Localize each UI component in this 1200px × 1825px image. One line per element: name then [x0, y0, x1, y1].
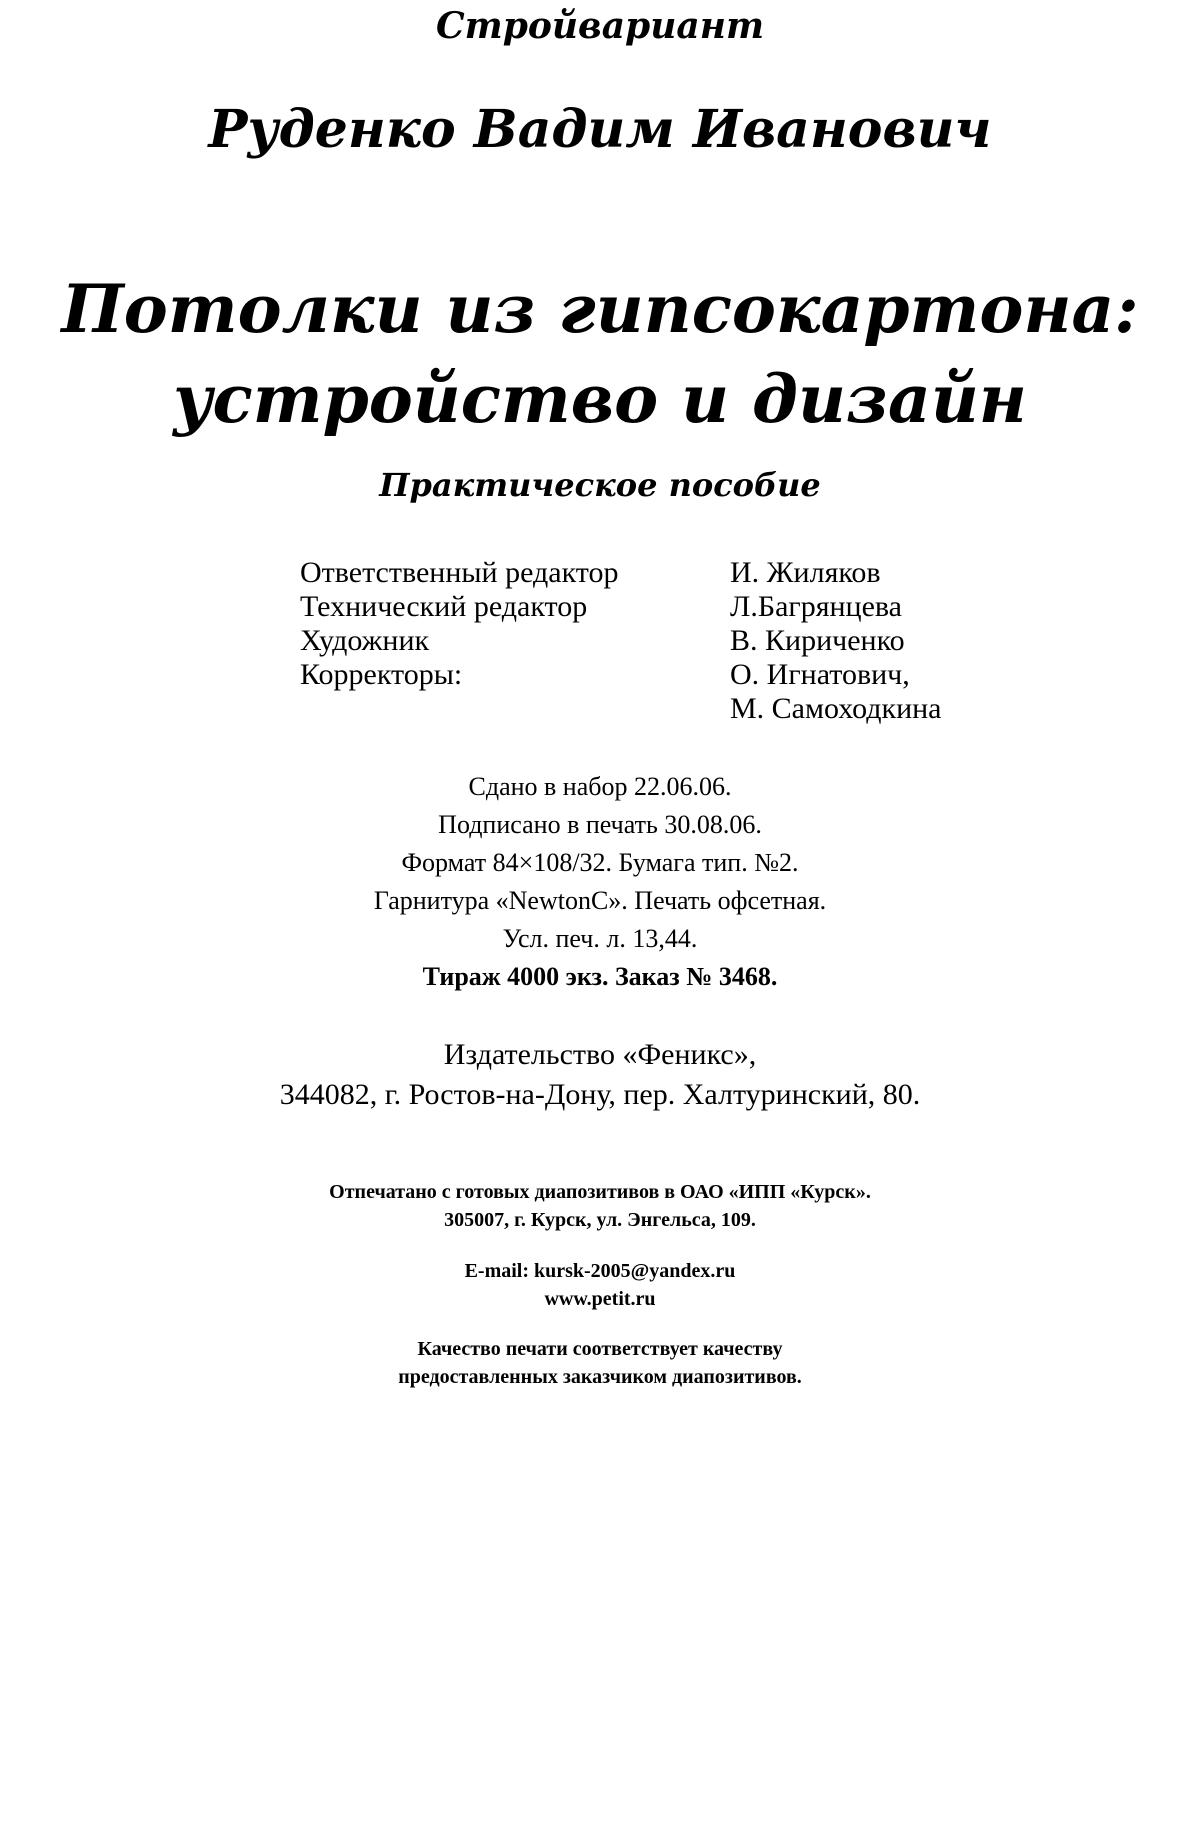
credit-names — [730, 556, 881, 590]
imprint-typeset-date: Сдано в набор 22.06.06. — [468, 772, 732, 801]
credit-role: Технический редактор — [300, 590, 588, 623]
credit-names — [730, 590, 902, 624]
credit-name: Л.Багрянцева — [730, 590, 903, 623]
imprint-signed-date: Подписано в печать 30.08.06. — [438, 810, 762, 839]
credit-name: О. Игнатович, — [730, 658, 910, 691]
print-quality-note — [0, 1335, 1200, 1391]
book-title — [0, 268, 1200, 440]
credit-role: Ответственный редактор — [300, 556, 619, 589]
credit-row — [300, 590, 980, 624]
credit-role: Художник — [300, 624, 430, 657]
credits-list — [300, 556, 980, 726]
imprint-sheets: Усл. печ. л. 13,44. — [502, 924, 698, 953]
credit-name: И. Жиляков — [730, 556, 881, 589]
imprint-typeface: Гарнитура «NewtonC». Печать офсетная. — [373, 886, 827, 915]
publisher-name: Издательство «Феникс», — [443, 1038, 757, 1071]
credit-row — [300, 556, 980, 590]
imprint-circulation: Тираж 4000 экз. Заказ № 3468. — [422, 962, 778, 991]
print-quality-line-1: Качество печати соответствует качеству — [417, 1338, 783, 1360]
credit-role: Корректоры: — [300, 658, 463, 691]
printer-email: E-mail: kursk-2005@yandex.ru — [464, 1260, 736, 1282]
author-name: Руденко Вадим Иванович — [208, 99, 992, 160]
imprint-block — [0, 768, 1200, 996]
printer-website: www.petit.ru — [544, 1288, 656, 1310]
printer-block — [0, 1178, 1200, 1234]
book-subtitle: Практическое пособие — [379, 466, 821, 504]
printer-address: 305007, г. Курск, ул. Энгельса, 109. — [444, 1209, 756, 1231]
printer-name: Отпечатано с готовых диапозитивов в ОАО «ИПП «Курск». — [329, 1181, 871, 1203]
credit-name: М. Самоходкина — [730, 692, 942, 725]
series-name: Стройвариант — [435, 5, 765, 47]
print-quality-line-2: предоставленных заказчиком диапозитивов. — [398, 1366, 802, 1388]
publisher-block — [0, 1035, 1200, 1115]
book-title-line-1: Потолки из гипсокартона: — [61, 270, 1139, 348]
credit-row — [300, 624, 980, 658]
credit-row — [300, 658, 980, 726]
book-title-line-2: устройство и дизайн — [173, 360, 1027, 438]
credit-names — [730, 624, 905, 658]
credit-name: В. Кириченко — [730, 624, 905, 657]
publisher-address: 344082, г. Ростов-на-Дону, пер. Халтуринский, 80. — [279, 1078, 921, 1111]
printer-contacts — [0, 1257, 1200, 1313]
imprint-format: Формат 84×108/32. Бумага тип. №2. — [401, 848, 799, 877]
credit-names — [730, 658, 942, 726]
